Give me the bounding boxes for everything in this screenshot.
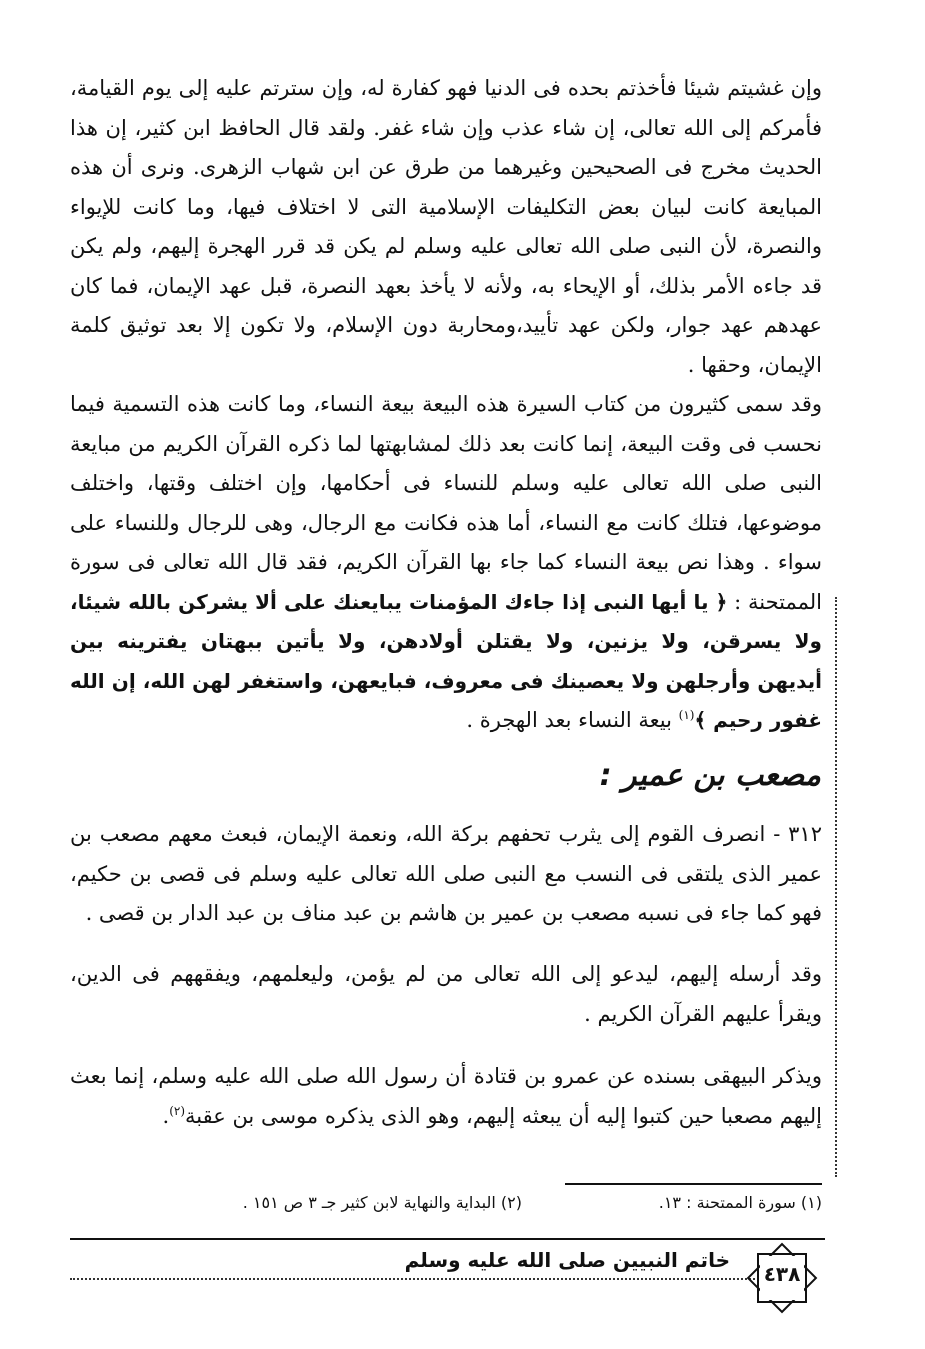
footnote-2: (٢) البداية والنهاية لابن كثير جـ ٣ ص ١٥١ . — [242, 1193, 522, 1212]
paragraph-5 — [70, 1057, 822, 1136]
running-footer-title: خاتم النبيين صلى الله عليه وسلم — [404, 1248, 730, 1272]
paragraph-5-text: ويذكر البيهقى بسنده عن عمرو بن قتادة أن رسول الله صلى الله عليه وسلم، إنما بعث إليهم مصعبا حين كتبوا إليه أن يبعثه إليهم، وهو الذى يذكره موسى بن عقبة — [70, 1064, 822, 1128]
footnote-separator — [565, 1183, 822, 1185]
footnote-ref-2: (٢) — [169, 1103, 186, 1118]
paragraph-5-end: . — [162, 1103, 170, 1128]
page-number-badge — [740, 1236, 824, 1320]
footer-dotted-rule — [70, 1278, 790, 1280]
paragraph-4-text: وقد أرسله إليهم، ليدعو إلى الله تعالى من لم يؤمن، وليعلمهم، ويفقههم فى الدين، ويقرأ عليهم القرآن الكريم . — [70, 962, 822, 1026]
paragraph-4 — [70, 955, 822, 1034]
paragraph-2-end: بيعة النساء بعد الهجرة . — [466, 708, 679, 732]
paragraph-1-text: وإن غشيتم شيئا فأخذتم بحده فى الدنيا فهو كفارة له، وإن سترتم عليه إلى يوم القيامة، فأمركم إلى الله تعالى، إن شاء عذب وإن شاء غفر. ولقد قال الحافظ ابن كثير، إن هذا الحديث مخرج فى الصحيحين وغيرهما من طرق عن ابن شهاب الزهرى. ونرى أن هذه المبايعة كانت لبيان بعض التكليفات الإسلامية التى لا اختلاف فيها، وما كانت للإيواء والنصرة، لأن النبى صلى الله تعالى عليه وسلم لم يكن قد قرر الهجرة إليهم، ولم يكن قد جاءه الأمر بذلك، أو الإيحاء به، ولأنه لا يأخذ بعهد النصرة، قبل عهد الإيمان، فما كان عهدهم عهد جوار، ولكن عهد تأييد،ومحاربة دون الإسلام، ولا تكون إلا بعد توثيق كلمة الإيمان، وحقها . — [70, 76, 822, 377]
footnote-ref-1: (١) — [678, 708, 695, 722]
section-heading: مصعب بن عمير : — [599, 758, 821, 793]
footnotes — [150, 1193, 822, 1221]
page-number: ٤٣٨ — [763, 1262, 801, 1286]
footnote-1: (١) سورة الممتحنة : ١٣. — [658, 1193, 822, 1212]
paragraph-2-intro: وقد سمى كثيرون من كتاب السيرة هذه البيعة بيعة النساء، وما كانت هذه التسمية فيما نحسب فى وقت البيعة، إنما كانت بعد ذلك لمشابهتها لما ذكره القرآن الكريم من مبايعة النبى صلى الله تعالى عليه وسلم للنساء فى أحكامها، وإن اختلف وقتها، واختلف موضوعها، فتلك كانت مع النساء، أما هذه فكانت مع الرجال، وهى للرجال وللنساء على سواء . وهذا نص بيعة النساء كما جاء بها القرآن الكريم، فقد قال الله تعالى فى سورة الممتحنة : — [70, 392, 822, 614]
footer-top-rule — [70, 1238, 825, 1240]
paragraph-3 — [70, 815, 822, 934]
quran-verse: ﴿ يا أيها النبى إذا جاءك المؤمنات يبايعنك على ألا يشركن بالله شيئا، ولا يسرقن، ولا يزنين، ولا يقتلن أولادهن، ولا يأتين ببهتان يفترينه بين أيديهن وأرجلهن ولا يعصينك فى معروف، فبايعهن، واستغفر لهن الله، إن الله غفور رحيم ﴾ — [70, 589, 822, 732]
paragraph-3-text: ٣١٢ - انصرف القوم إلى يثرب تحفهم بركة الله، ونعمة الإيمان، فبعث معهم مصعب بن عمير الذى يلتقى فى النسب مع النبى صلى الله تعالى عليه وسلم فى قصى بن حكيم، فهو كما جاء فى نسبه مصعب بن عمير بن هاشم بن عبد مناف بن عبد الدار بن قصى . — [70, 822, 822, 925]
paragraph-1 — [70, 69, 822, 385]
margin-dotted-rule — [835, 597, 837, 1177]
paragraph-2 — [70, 385, 822, 741]
